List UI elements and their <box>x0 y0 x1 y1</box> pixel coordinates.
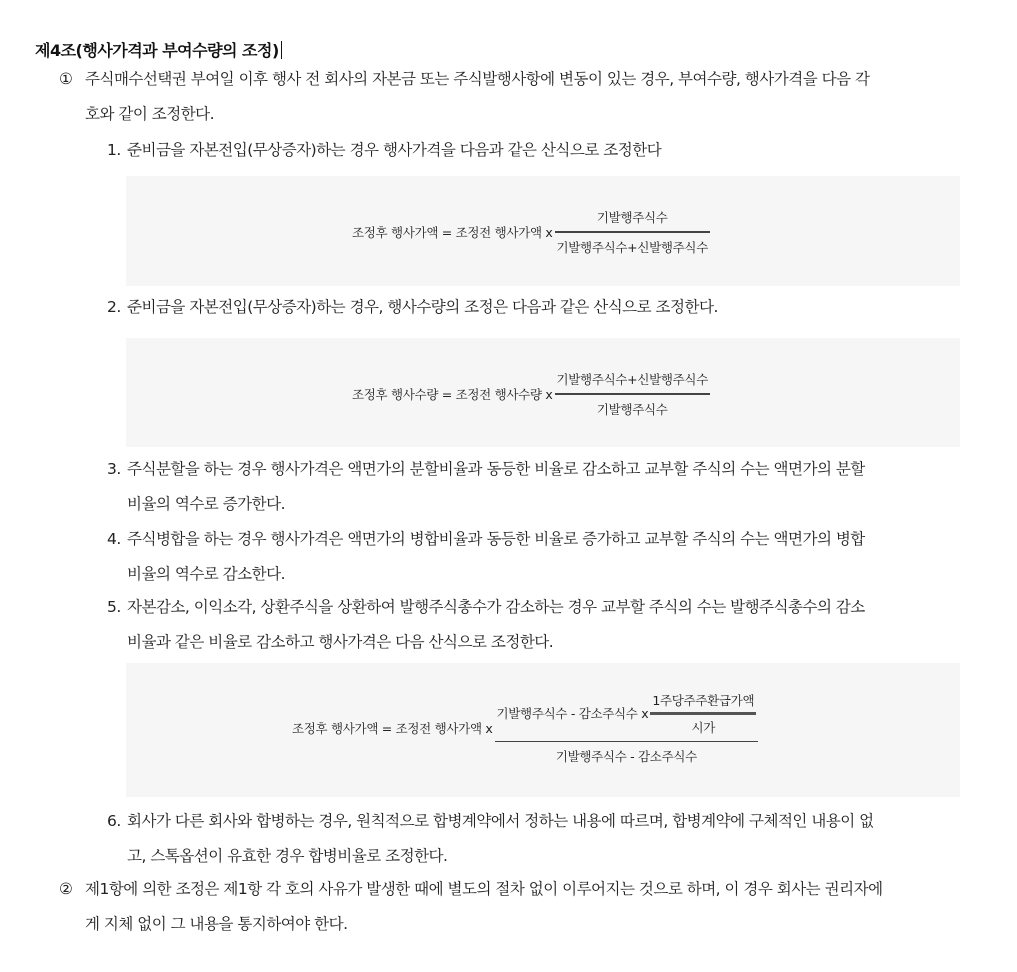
inner-fraction <box>650 691 756 736</box>
paragraph-2 <box>59 872 883 942</box>
list-item-text: 주식병합을 하는 경우 행사가격은 액면가의 병합비율과 동등한 비율로 증가하고 교부할 주식의 수는 액면가의 병합 <box>127 530 865 548</box>
text-cursor <box>281 41 282 59</box>
paragraph-line: 호와 같이 조정한다. <box>85 105 215 123</box>
list-item-number: 1. <box>107 141 121 159</box>
formula-box-1 <box>126 176 960 286</box>
list-item-5 <box>107 590 865 660</box>
list-item-text: 준비금을 자본전입(무상증자)하는 경우, 행사수량의 조정은 다음과 같은 산식으로 조정한다. <box>127 298 718 316</box>
fraction <box>495 691 759 765</box>
list-item-text: 비율의 역수로 감소한다. <box>127 565 286 583</box>
list-item-number: 6. <box>107 812 121 830</box>
paragraph-1 <box>59 62 870 132</box>
formula-1 <box>352 208 710 256</box>
list-item-1 <box>107 133 662 168</box>
list-item-text: 비율의 역수로 증가한다. <box>127 495 286 513</box>
paragraph-line: 제1항에 의한 조정은 제1항 각 호의 사유가 발생한 때에 별도의 절차 없이 이루어지는 것으로 하며, 이 경우 회사는 권리자에 <box>85 880 883 898</box>
fraction <box>555 370 710 418</box>
fraction-numerator: 기발행주식수+신발행주식수 <box>556 372 708 387</box>
list-item-text: 자본감소, 이익소각, 상환주식을 상환하여 발행주식총수가 감소하는 경우 교부할 주식의 수는 발행주식총수의 감소 <box>127 598 865 616</box>
fraction-denominator: 기발행주식수 - 감소주식수 <box>555 749 697 764</box>
list-item-4 <box>107 522 865 592</box>
list-item-text: 비율과 같은 비율로 감소하고 행사가격은 다음 산식으로 조정한다. <box>127 633 554 651</box>
formula-box-2 <box>126 338 960 447</box>
list-item-text: 주식분할을 하는 경우 행사가격은 액면가의 분할비율과 동등한 비율로 감소하고 교부할 주식의 수는 액면가의 분할 <box>127 460 865 478</box>
paragraph-marker: ① <box>59 70 73 88</box>
article-title <box>35 38 282 61</box>
list-item-text: 고, 스톡옵션이 유효한 경우 합병비율로 조정한다. <box>127 847 448 865</box>
formula-3 <box>292 691 758 765</box>
formula-2 <box>352 370 710 418</box>
paragraph-marker: ② <box>59 880 73 898</box>
list-item-number: 3. <box>107 460 121 478</box>
formula-lhs: 조정후 행사수량 = 조정전 행사수량 x <box>352 386 553 402</box>
numerator-prefix: 기발행주식수 - 감소주식수 x <box>496 706 649 722</box>
article-title-text: 제4조(행사가격과 부여수량의 조정) <box>35 41 279 60</box>
list-item-2 <box>107 290 718 325</box>
list-item-number: 5. <box>107 598 121 616</box>
list-item-number: 4. <box>107 530 121 548</box>
list-item-6 <box>107 804 874 874</box>
formula-box-3 <box>126 663 960 797</box>
formula-lhs: 조정후 행사가액 = 조정전 행사가액 x <box>292 721 493 736</box>
paragraph-line: 게 지체 없이 그 내용을 통지하여야 한다. <box>85 915 348 933</box>
list-item-3 <box>107 452 865 522</box>
fraction <box>555 208 710 256</box>
fraction-numerator: 기발행주식수 <box>596 210 668 225</box>
fraction-denominator: 기발행주식수+신발행주식수 <box>556 239 708 255</box>
inner-fraction-denominator: 시가 <box>691 719 716 735</box>
list-item-text: 준비금을 자본전입(무상증자)하는 경우 행사가격을 다음과 같은 산식으로 조정한다 <box>127 141 662 159</box>
fraction-numerator <box>495 691 759 741</box>
list-item-number: 2. <box>107 298 121 316</box>
fraction-denominator: 기발행주식수 <box>596 401 668 417</box>
list-item-text: 회사가 다른 회사와 합병하는 경우, 원칙적으로 합병계약에서 정하는 내용에 따르며, 합병계약에 구체적인 내용이 없 <box>127 812 874 830</box>
inner-fraction-numerator: 1주당주주환급가액 <box>652 693 755 708</box>
formula-lhs: 조정후 행사가액 = 조정전 행사가액 x <box>352 224 553 240</box>
paragraph-line: 주식매수선택권 부여일 이후 행사 전 회사의 자본금 또는 주식발행사항에 변동이 있는 경우, 부여수량, 행사가격을 다음 각 <box>85 70 870 88</box>
